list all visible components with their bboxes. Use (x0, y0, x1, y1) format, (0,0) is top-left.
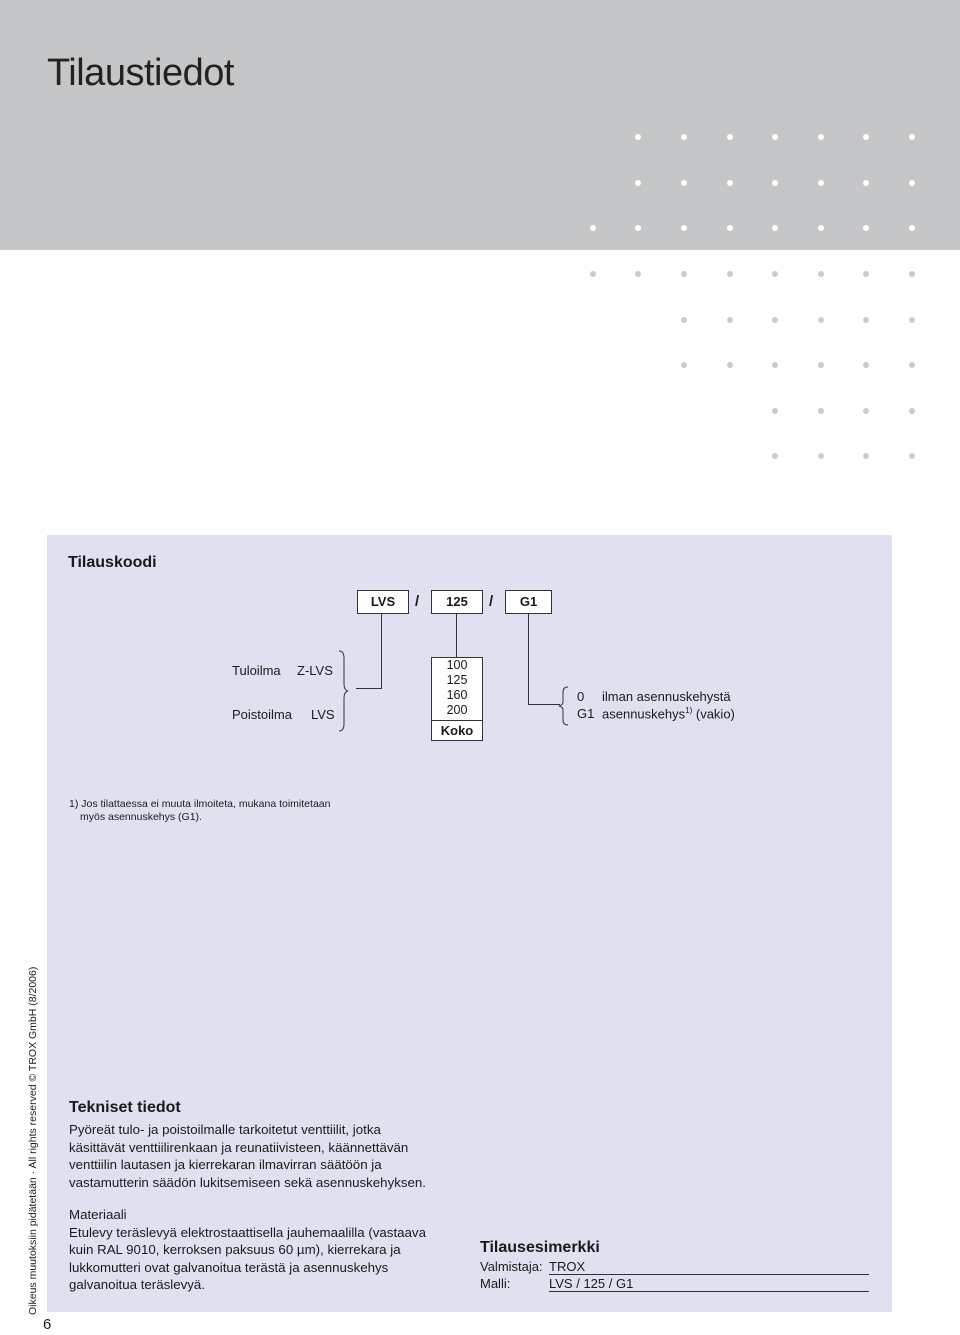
connector-line (456, 613, 457, 657)
decorative-dot (727, 362, 733, 368)
decorative-dot (727, 317, 733, 323)
technical-description: Pyöreät tulo- ja poistoilmalle tarkoitetut venttiilit, jotka käsittävät venttiilirenkaan ja reunatiivisteen, käännettävän venttiilin lautasen ja kierrekaran ilmavirran säätöön ja vastamutterin säädön lukitsemiseen sekä asennuskehyksen. (69, 1122, 426, 1190)
code-separator: / (415, 593, 420, 610)
decorative-dot (727, 225, 733, 231)
model-label: Malli: (480, 1276, 511, 1291)
decorative-dot (909, 225, 915, 231)
size-option: 125 (446, 673, 468, 687)
technical-heading: Tekniset tiedot (69, 1099, 181, 1116)
decorative-dot (863, 317, 869, 323)
decorative-dot (818, 271, 824, 277)
frame-option-code: 0 (577, 689, 585, 704)
type-label-supply: Tuloilma (232, 663, 281, 678)
size-option: 200 (446, 703, 468, 717)
frame-option-code: G1 (577, 706, 595, 721)
decorative-dot (590, 271, 596, 277)
decorative-dot (681, 271, 687, 277)
decorative-dot (681, 180, 687, 186)
size-option: 160 (446, 688, 468, 702)
code-box-frame: G1 (505, 590, 552, 614)
brace-icon (558, 686, 570, 726)
decorative-dot (818, 134, 824, 140)
decorative-dot (772, 180, 778, 186)
connector-line (528, 704, 560, 705)
code-box-size: 125 (431, 590, 483, 614)
page-title: Tilaustiedot (47, 52, 234, 94)
decorative-dot (863, 134, 869, 140)
decorative-dot (681, 317, 687, 323)
example-heading: Tilausesimerkki (480, 1239, 600, 1256)
decorative-dot (818, 317, 824, 323)
decorative-dot (635, 225, 641, 231)
brace-icon (336, 650, 350, 732)
order-code-heading: Tilauskoodi (68, 554, 157, 571)
header-band (0, 0, 960, 250)
type-label-exhaust: Poistoilma (232, 707, 292, 722)
manufacturer-value: TROX (549, 1259, 869, 1275)
decorative-dot (909, 317, 915, 323)
decorative-dot (909, 180, 915, 186)
model-value: LVS / 125 / G1 (549, 1276, 869, 1292)
decorative-dot (818, 453, 824, 459)
decorative-dot (909, 134, 915, 140)
order-panel (47, 535, 892, 1312)
frame-option-text: ilman asennuskehystä (602, 689, 731, 704)
decorative-dot (727, 134, 733, 140)
decorative-dot (818, 362, 824, 368)
connector-line (381, 613, 382, 689)
decorative-dot (590, 225, 596, 231)
decorative-dot (909, 453, 915, 459)
decorative-dot (727, 180, 733, 186)
decorative-dot (635, 180, 641, 186)
decorative-dot (863, 271, 869, 277)
decorative-dot (818, 408, 824, 414)
decorative-dot (863, 180, 869, 186)
frame-option-text: asennuskehys$^{1)}$ (vakio) (602, 706, 735, 722)
connector-line (528, 613, 529, 705)
decorative-dot (772, 408, 778, 414)
decorative-dot (772, 362, 778, 368)
size-list (431, 657, 483, 741)
decorative-dot (681, 225, 687, 231)
decorative-dot (863, 453, 869, 459)
footnote: 1) Jos tilattaessa ei muuta ilmoiteta, mukana toimitetaan myös asennuskehys (G1). (69, 798, 331, 823)
decorative-dot (772, 453, 778, 459)
type-code-exhaust: LVS (311, 707, 335, 722)
decorative-dot (909, 408, 915, 414)
copyright-notice: Oikeus muutoksiin pidätetään · All rights reserved © TROX GmbH (8/2006) (27, 966, 39, 1315)
decorative-dot (772, 225, 778, 231)
decorative-dot (681, 134, 687, 140)
type-code-supply: Z-LVS (297, 663, 333, 678)
decorative-dot (909, 362, 915, 368)
decorative-dot (635, 134, 641, 140)
decorative-dot (818, 180, 824, 186)
decorative-dot (863, 408, 869, 414)
decorative-dot (635, 271, 641, 277)
page-number: 6 (43, 1316, 52, 1333)
decorative-dot (863, 362, 869, 368)
size-option: 100 (446, 658, 468, 672)
decorative-dot (863, 225, 869, 231)
decorative-dot (772, 317, 778, 323)
code-separator: / (489, 593, 494, 610)
decorative-dot (772, 134, 778, 140)
decorative-dot (681, 362, 687, 368)
size-label: Koko (432, 720, 482, 740)
connector-line (356, 688, 382, 689)
decorative-dot (909, 271, 915, 277)
decorative-dot (772, 271, 778, 277)
decorative-dot (818, 225, 824, 231)
material-section: Materiaali Etulevy teräslevyä elektrostaattisella jauhemaalilla (vastaava kuin RAL 9010, kerroksen paksuus 60 µm), kierrekara ja lukkomutteri ovat galvanoitua terästä ja asennuskehys galvanoitua teräslevyä. (69, 1207, 426, 1292)
decorative-dot (727, 271, 733, 277)
code-box-type: LVS (357, 590, 409, 614)
manufacturer-label: Valmistaja: (480, 1259, 543, 1274)
